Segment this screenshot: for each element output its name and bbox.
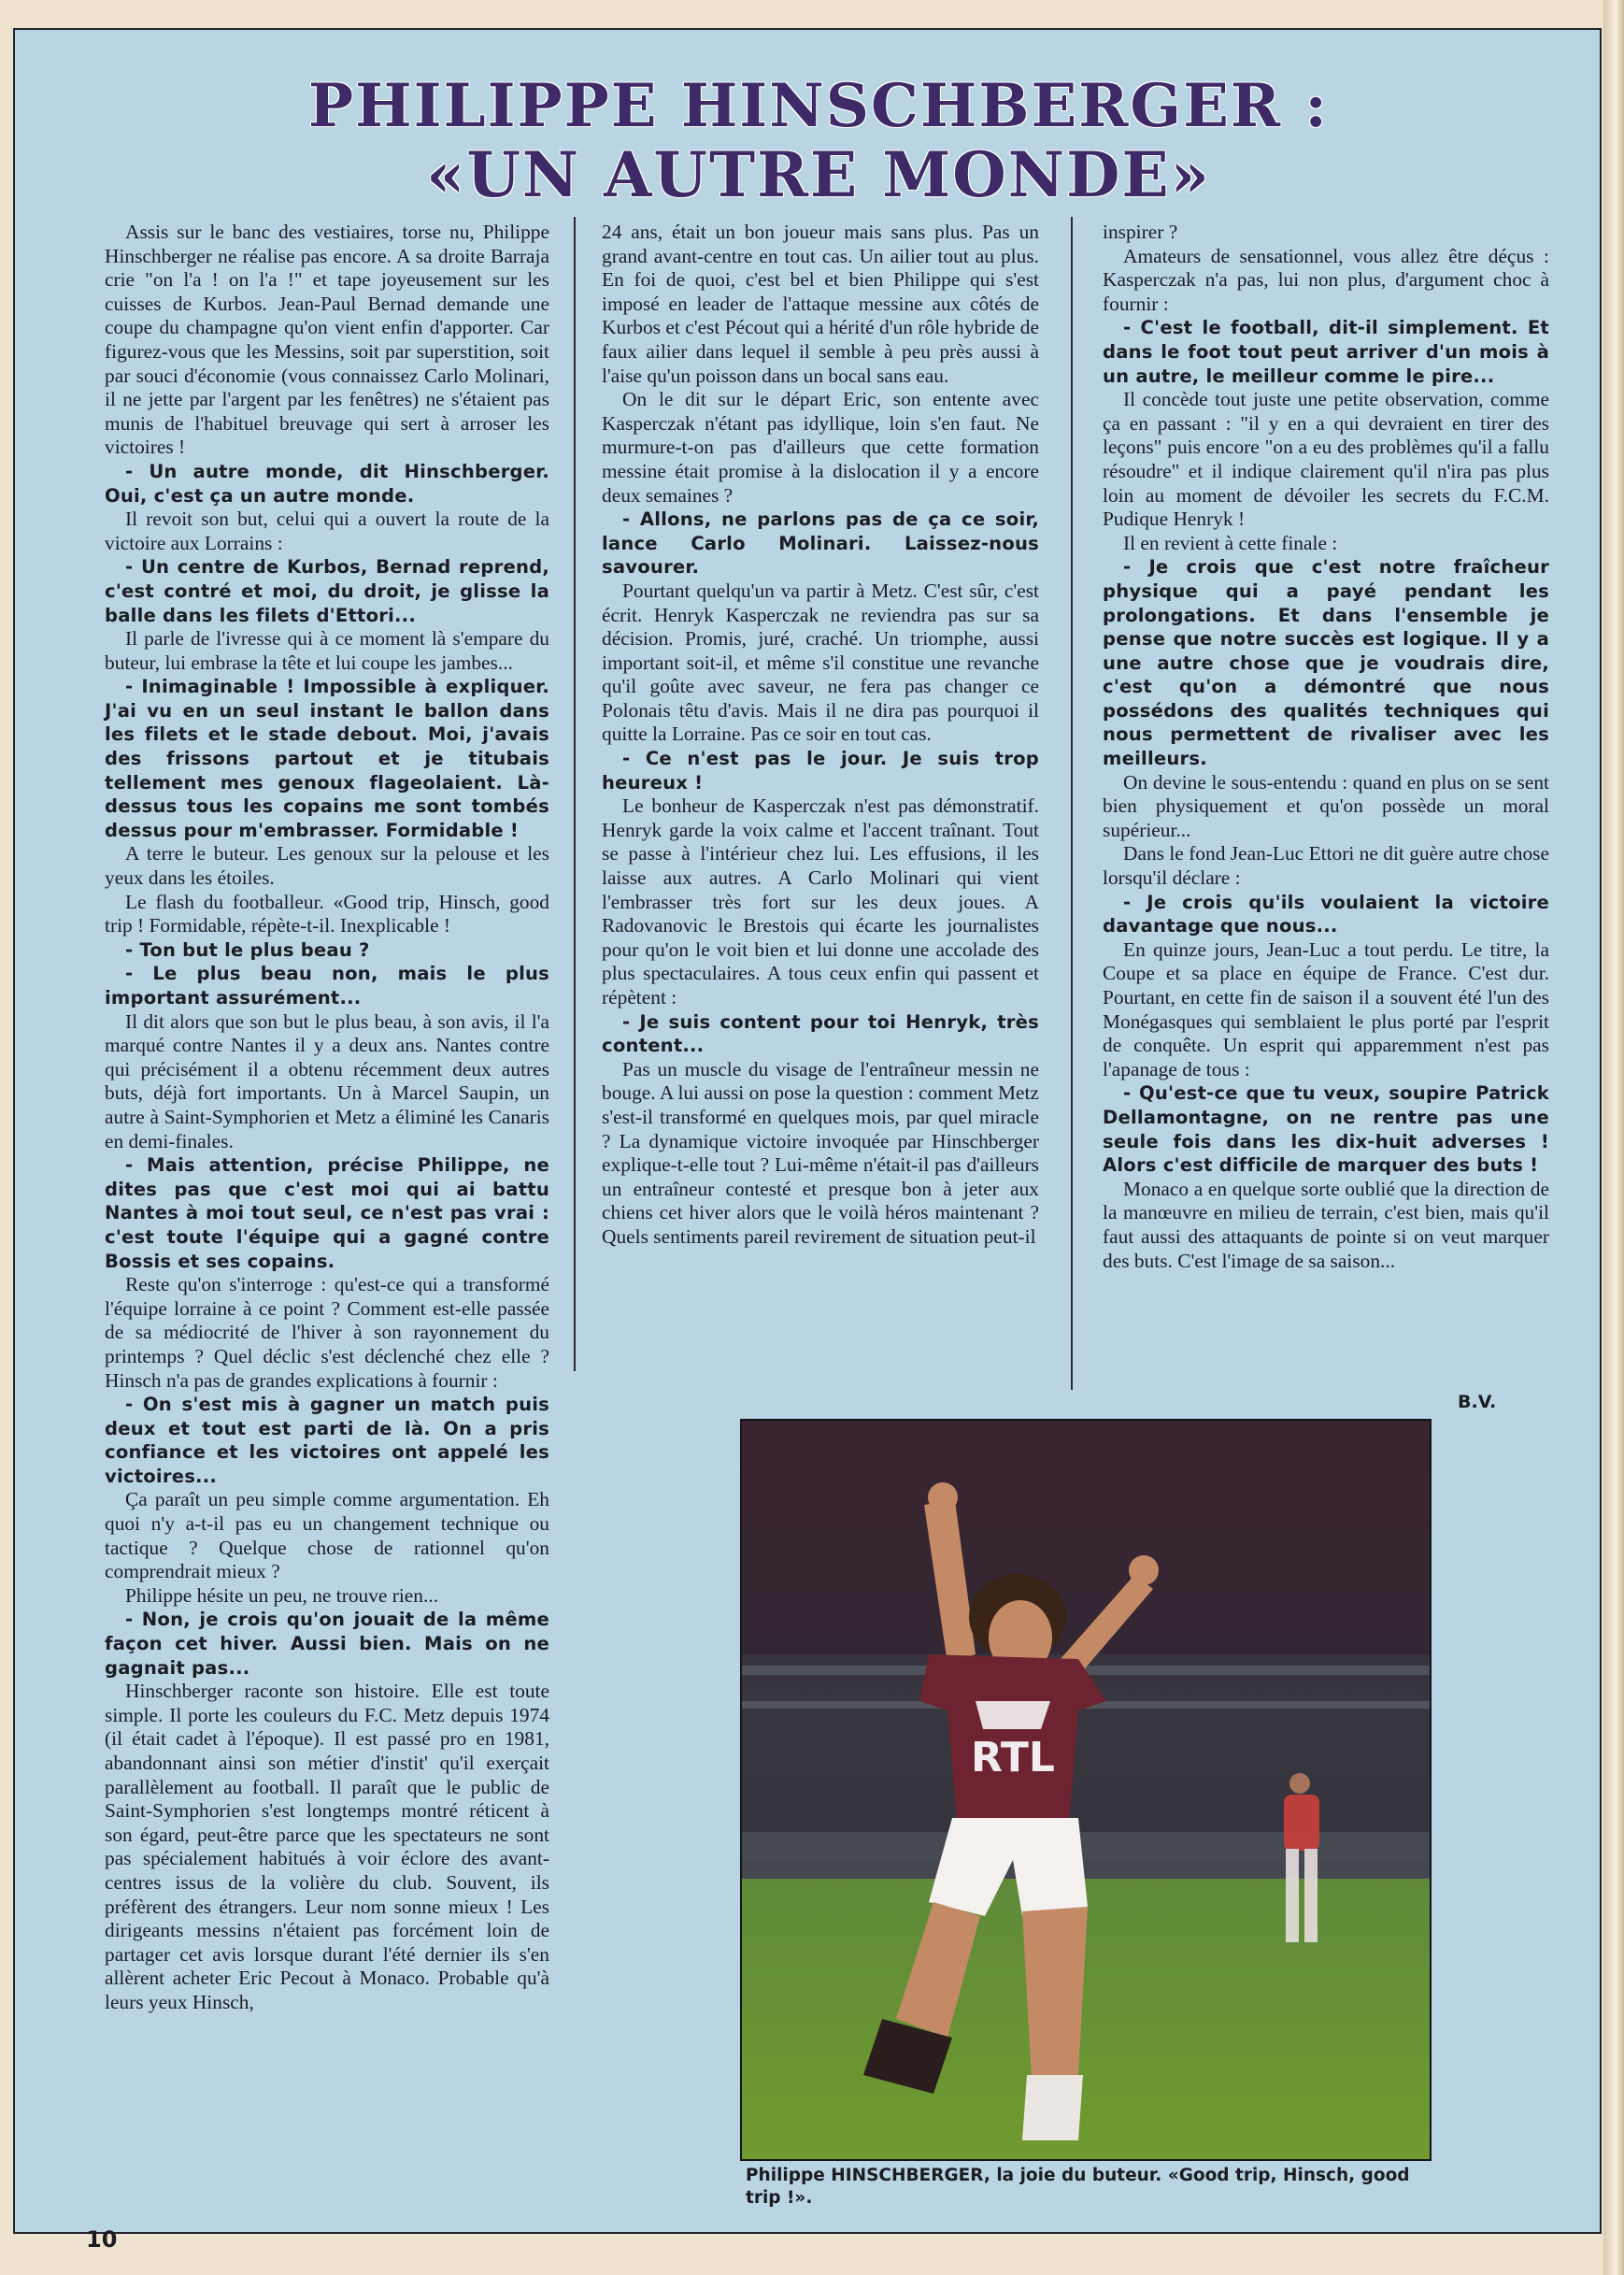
paragraph: Philippe hésite un peu, ne trouve rien...	[125, 1583, 439, 1607]
quote: - Je crois que c'est notre fraîcheur physique qui a payé pendant les prolongations. Et dans l'ensemble je pense que notre succès est logique. Il y a une autre chose que je voudrais dire, c'est qu'on a démontré que nous possédons des qualités techniques qui nous permettent de rivaliser avec les meilleurs.	[1103, 556, 1549, 770]
paragraph: Il parle de l'ivresse qui à ce moment là s'empare du buteur, lui embrase la tête et lui coupe les jambes...	[105, 627, 549, 674]
quote: - Mais attention, précise Philippe, ne dites pas que c'est moi qui ai battu Nantes à moi tout seul, ce n'est pas vrai : c'est toute l'équipe qui a gagné contre Bossis et ses copains.	[105, 1154, 549, 1272]
paragraph: Amateurs de sensationnel, vous allez être déçus : Kasperczak n'a pas, lui non plus, d'argument choc à fournir :	[1103, 244, 1549, 315]
paragraph: Le flash du footballeur. «Good trip, Hinsch, good trip ! Formidable, répète-t-il. Inexplicable !	[105, 890, 549, 937]
quote: - Non, je crois qu'on jouait de la même façon cet hiver. Aussi bien. Mais on ne gagnait pas...	[105, 1609, 549, 1679]
quote: - On s'est mis à gagner un match puis deux et tout est parti de là. On a pris confiance et les victoires ont appelé les victoires...	[105, 1394, 549, 1487]
photo-caption: Philippe HINSCHBERGER, la joie du buteur. «Good trip, Hinsch, good trip !».	[746, 2166, 1410, 2208]
headline-line-1: PHILIPPE HINSCHBERGER :	[308, 71, 1329, 141]
paragraph: On devine le sous-entendu : quand en plus on se sent bien physiquement et qu'on possède un moral supérieur...	[1103, 770, 1549, 841]
paragraph: Le bonheur de Kasperczak n'est pas démonstratif. Henryk garde la voix calme et l'accent traînant. Tout se passe à l'intérieur chez lui. Les effusions, il les laisse aux autres. A Carlo Molinari qui vient l'embrasser très fort sur les deux joues. A Radovanovic le Brestois qui écarte les journalistes pour qu'on le voit bien et lui donne une accolade des plus spectaculaires. A tous ceux enfin qui passent et répètent :	[602, 794, 1039, 1009]
paragraph: Pourtant quelqu'un va partir à Metz. C'est sûr, c'est écrit. Henryk Kasperczak ne reviendra pas sur sa décision. Promis, juré, craché. Un triomphe, aussi important soit-il, et même s'il constitue une revanche qu'il goûte avec saveur, ne fera pas changer ce Polonais têtu d'avis. Mais il ne dira pas pourquoi il quitte la Lorraine. Pas ce soir en tout cas.	[602, 579, 1039, 746]
quote: - Je crois qu'ils voulaient la victoire davantage que nous...	[1103, 891, 1549, 937]
article-column-3	[1103, 221, 1549, 1273]
paragraph: Assis sur le banc des vestiaires, torse nu, Philippe Hinschberger ne réalise pas encore. A sa droite Barraja crie "on l'a ! on l'a !" et tape joyeusement sur les cuisses de Kurbos. Jean-Paul Bernad demande une coupe du champagne qu'on vient enfin d'apporter. Car figurez-vous que les Messins, soit par superstition, soit par souci d'économie (vous connaissez Carlo Molinari, il ne jette par l'argent par les fenêtres) ne s'étaient pas munis de l'habituel breuvage qui sert à arroser les victoires !	[105, 221, 549, 459]
paragraph: On le dit sur le départ Eric, son entente avec Kasperczak n'étant pas idyllique, loin s'en faut. Ne murmure-t-on pas d'ailleurs que cette formation messine était promise à la dislocation il y a encore deux semaines ?	[602, 388, 1039, 507]
column-divider	[574, 217, 576, 1371]
paragraph: Hinschberger raconte son histoire. Elle est toute simple. Il porte les couleurs du F.C. Metz depuis 1974 (il était cadet à l'époque). Il est passé pro en 1981, abandonnant ainsi son métier d'instit' qu'il exerçait parallèlement au football. Il paraît que le public de Saint-Symphorien s'est longtemps montré réticent à son égard, peut-être parce que les spectateurs ne sont pas spécialement habitués à voir éclore des avant-centres issus de la volière du club. Souvent, ils préfèrent des étrangers. Leur nom sonne mieux ! Les dirigeants messins n'étaient pas forcément loin de partager cet avis lorsque durant l'été dernier ils s'en allèrent acheter Eric Pecout à Monaco. Probable qu'à leurs yeux Hinsch,	[105, 1680, 549, 2013]
quote: - Ce n'est pas le jour. Je suis trop heureux !	[602, 748, 1039, 794]
binding-edge	[1603, 0, 1624, 2275]
player-photo	[740, 1419, 1432, 2161]
paragraph: A terre le buteur. Les genoux sur la pelouse et les yeux dans les étoiles.	[105, 842, 549, 890]
quote: - Allons, ne parlons pas de ça ce soir, lance Carlo Molinari. Laissez-nous savourer.	[602, 508, 1039, 579]
headline-line-2: «UN AUTRE MONDE»	[426, 138, 1211, 211]
column-divider	[1071, 217, 1073, 1390]
paragraph: En quinze jours, Jean-Luc a tout perdu. Le titre, la Coupe et sa place en équipe de France. C'est dur. Pourtant, en cette fin de saison il a souvent été l'un des Monégasques qui semblaient le plus porté par l'esprit de conquête. Un esprit qui apparemment n'est pas l'apanage de tous :	[1103, 937, 1549, 1080]
paragraph: Pas un muscle du visage de l'entraîneur messin ne bouge. A lui aussi on pose la question : comment Metz s'est-il transformé en quelques mois, par quel miracle ? La dynamique victoire invoquée par Hinschberger explique-t-elle tout ? Lui-même n'était-il pas d'ailleurs un entraîneur contesté et presque bon à jeter aux chiens cet hiver alors que le voilà héros maintenant ? Quels sentiments pareil revirement de situation peut-il	[602, 1057, 1039, 1248]
quote: - Un centre de Kurbos, Bernad reprend, c'est contré et moi, du droit, je glisse la balle dans les filets d'Ettori...	[105, 556, 549, 626]
paragraph: inspirer ?	[1103, 221, 1178, 243]
article-column-1	[105, 221, 549, 2015]
paragraph: Il revoit son but, celui qui a ouvert la route de la victoire aux Lorrains :	[105, 508, 549, 554]
paragraph: 24 ans, était un bon joueur mais sans plus. Pas un grand avant-centre en tout cas. Un ailier tout au plus. En foi de quoi, c'est bel et bien Philippe qui s'est imposé en leader de l'attaque messine aux côtés de Kurbos et c'est Pécout qui a hérité d'un rôle hybride de faux ailier dans lequel il semble à peu près aussi à l'aise qu'un poisson dans un bocal sans eau.	[602, 221, 1039, 387]
paragraph: Dans le fond Jean-Luc Ettori ne dit guère autre chose lorsqu'il déclare :	[1103, 842, 1549, 890]
paragraph: Monaco a en quelque sorte oublié que la direction de la manœuvre en milieu de terrain, c'est bien, mais qu'il faut aussi des attaquants de pointe si on veut marquer des buts. C'est l'image de sa saison...	[1103, 1177, 1549, 1272]
page-number: 10	[86, 2226, 118, 2253]
shirt-sponsor: RTL	[971, 1734, 1055, 1781]
quote: - Inimaginable ! Impossible à expliquer. J'ai vu en un seul instant le ballon dans les filets et le stade debout. Moi, j'avais des frissons partout et je titubais tellement mes genoux flageolaient. Là-dessus tous les copains me sont tombés dessus pour m'embrasser. Formidable !	[105, 676, 549, 841]
paragraph: Reste qu'on s'interroge : qu'est-ce qui a transformé l'équipe lorraine à ce point ? Comment est-elle passée de sa médiocrité de l'hiver à son rayonnement du printemps ? Quel déclic s'est déclenché chez elle ? Hinsch n'a pas de grandes explications à fournir :	[105, 1273, 549, 1392]
paragraph: Il dit alors que son but le plus beau, à son avis, il l'a marqué contre Nantes il y a deux ans. Nantes contre qui précisément il a obtenu récemment deux autres buts, déjà fort importants. Un à Marcel Saupin, un autre à Saint-Symphorien et Metz a éliminé les Canaris en demi-finales.	[105, 1009, 549, 1152]
paragraph: Ça paraît un peu simple comme argumentation. Eh quoi n'y a-t-il pas eu un changement technique ou tactique ? Quelque chose de rationnel qu'on comprendrait mieux ?	[105, 1488, 549, 1583]
quote: - Le plus beau non, mais le plus important assurément...	[105, 963, 549, 1009]
author-signature: B.V.	[1458, 1392, 1497, 1412]
quote: - C'est le football, dit-il simplement. Et dans le foot tout peut arriver d'un mois à un autre, le meilleur comme le pire...	[1103, 317, 1549, 387]
quote: - Ton but le plus beau ?	[125, 938, 370, 961]
quote: - Je suis content pour toi Henryk, très content...	[602, 1010, 1039, 1057]
article-column-2	[602, 221, 1039, 1250]
paragraph: Il en revient à cette finale :	[1123, 531, 1338, 554]
paragraph: Il concède tout juste une petite observation, comme ça en passant : "il y en a qui devraient en tirer des leçons" puis encore "on a eu des problèmes qu'il a fallu résoudre" et il indique clairement qu'il n'ira pas plus loin au moment de dévoiler les secrets du F.C.M. Pudique Henryk !	[1103, 388, 1549, 531]
quote: - Un autre monde, dit Hinschberger. Oui, c'est ça un autre monde.	[105, 460, 549, 507]
quote: - Qu'est-ce que tu veux, soupire Patrick Dellamontagne, on ne rentre pas une seule fois dans les dix-huit adverses ! Alors c'est difficile de marquer des buts !	[1103, 1082, 1549, 1177]
